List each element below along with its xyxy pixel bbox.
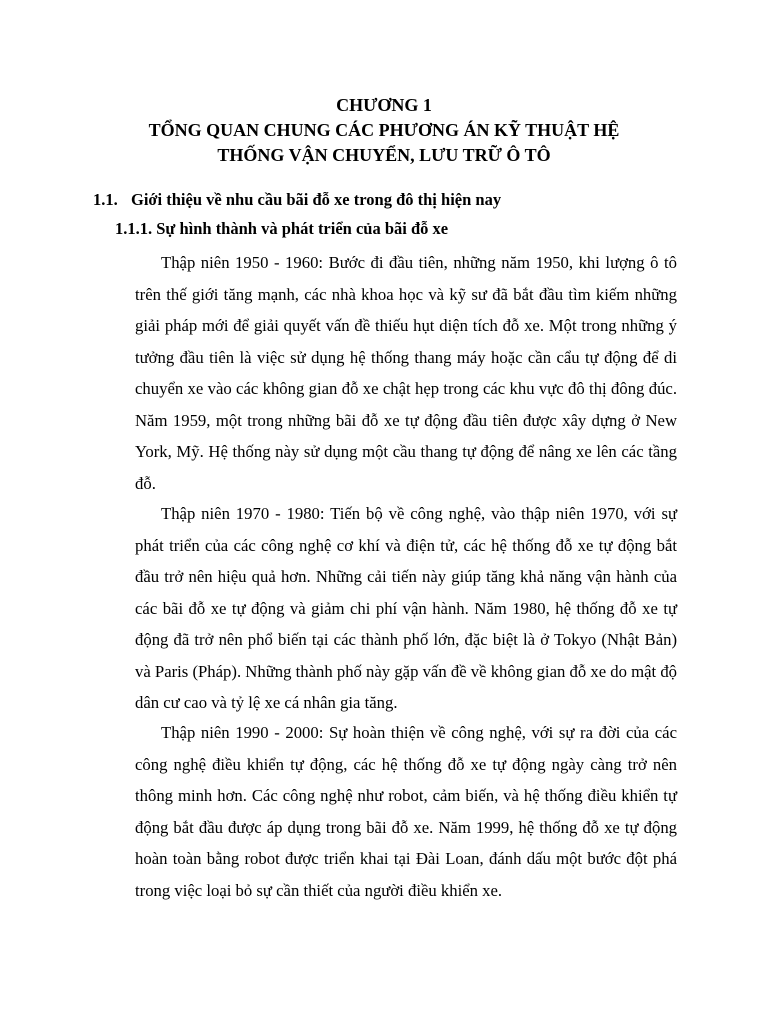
section-number: 1.1.: [93, 190, 118, 209]
paragraph-1950-1960: Thập niên 1950 - 1960: Bước đi đầu tiên, những năm 1950, khi lượng ô tô trên thế giới tăng mạnh, các nhà khoa học và kỹ sư đã bắt đầu tìm kiếm những giải pháp mới để giải quyết vấn đề thiếu hụt diện tích đỗ xe. Một trong những ý tưởng đầu tiên là việc sử dụng hệ thống thang máy hoặc cần cẩu tự động để di chuyển xe vào các không gian đỗ xe chật hẹp trong các khu vực đô thị đông đúc. Năm 1959, một trong những bãi đỗ xe tự động đầu tiên được xây dựng ở New York, Mỹ. Hệ thống này sử dụng một cầu thang tự động để nâng xe lên các tầng đỗ.: [135, 253, 677, 493]
subsection-number: 1.1.1.: [115, 219, 153, 238]
chapter-label: CHƯƠNG 1: [336, 95, 432, 115]
chapter-title-line-1: TỔNG QUAN CHUNG CÁC PHƯƠNG ÁN KỸ THUẬT HỆ: [148, 120, 620, 140]
subsection-heading: [115, 218, 448, 240]
chapter-title-line-2: THỐNG VẬN CHUYỂN, LƯU TRỮ Ô TÔ: [217, 145, 551, 165]
section-heading: [93, 189, 501, 211]
paragraph-1970-1980: Thập niên 1970 - 1980: Tiến bộ về công nghệ, vào thập niên 1970, với sự phát triển của các công nghệ cơ khí và điện tử, các hệ thống đỗ xe tự động bắt đầu trở nên hiệu quả hơn. Những cải tiến này giúp tăng khả năng vận hành của các bãi đỗ xe tự động và giảm chi phí vận hành. Năm 1980, hệ thống đỗ xe tự động đã trở nên phổ biến tại các thành phố lớn, đặc biệt là ở Tokyo (Nhật Bản) và Paris (Pháp). Những thành phố này gặp vấn đề về không gian đỗ xe do mật độ dân cư cao và tỷ lệ xe cá nhân gia tăng.: [135, 504, 678, 712]
paragraph-1990-2000: Thập niên 1990 - 2000: Sự hoàn thiện về công nghệ, với sự ra đời của các công nghệ điều khiển tự động, các hệ thống đỗ xe tự động ngày càng trở nên thông minh hơn. Các công nghệ như robot, cảm biến, và hệ thống điều khiển tự động bắt đầu được áp dụng trong bãi đỗ xe. Năm 1999, hệ thống đỗ xe tự động hoàn toàn bằng robot được triển khai tại Đài Loan, đánh dấu một bước đột phá trong việc loại bỏ sự cần thiết của người điều khiển xe.: [135, 723, 677, 900]
subsection-title: Sự hình thành và phát triển của bãi đỗ xe: [156, 219, 449, 238]
section-title: Giới thiệu về nhu cầu bãi đỗ xe trong đô thị hiện nay: [131, 190, 502, 209]
